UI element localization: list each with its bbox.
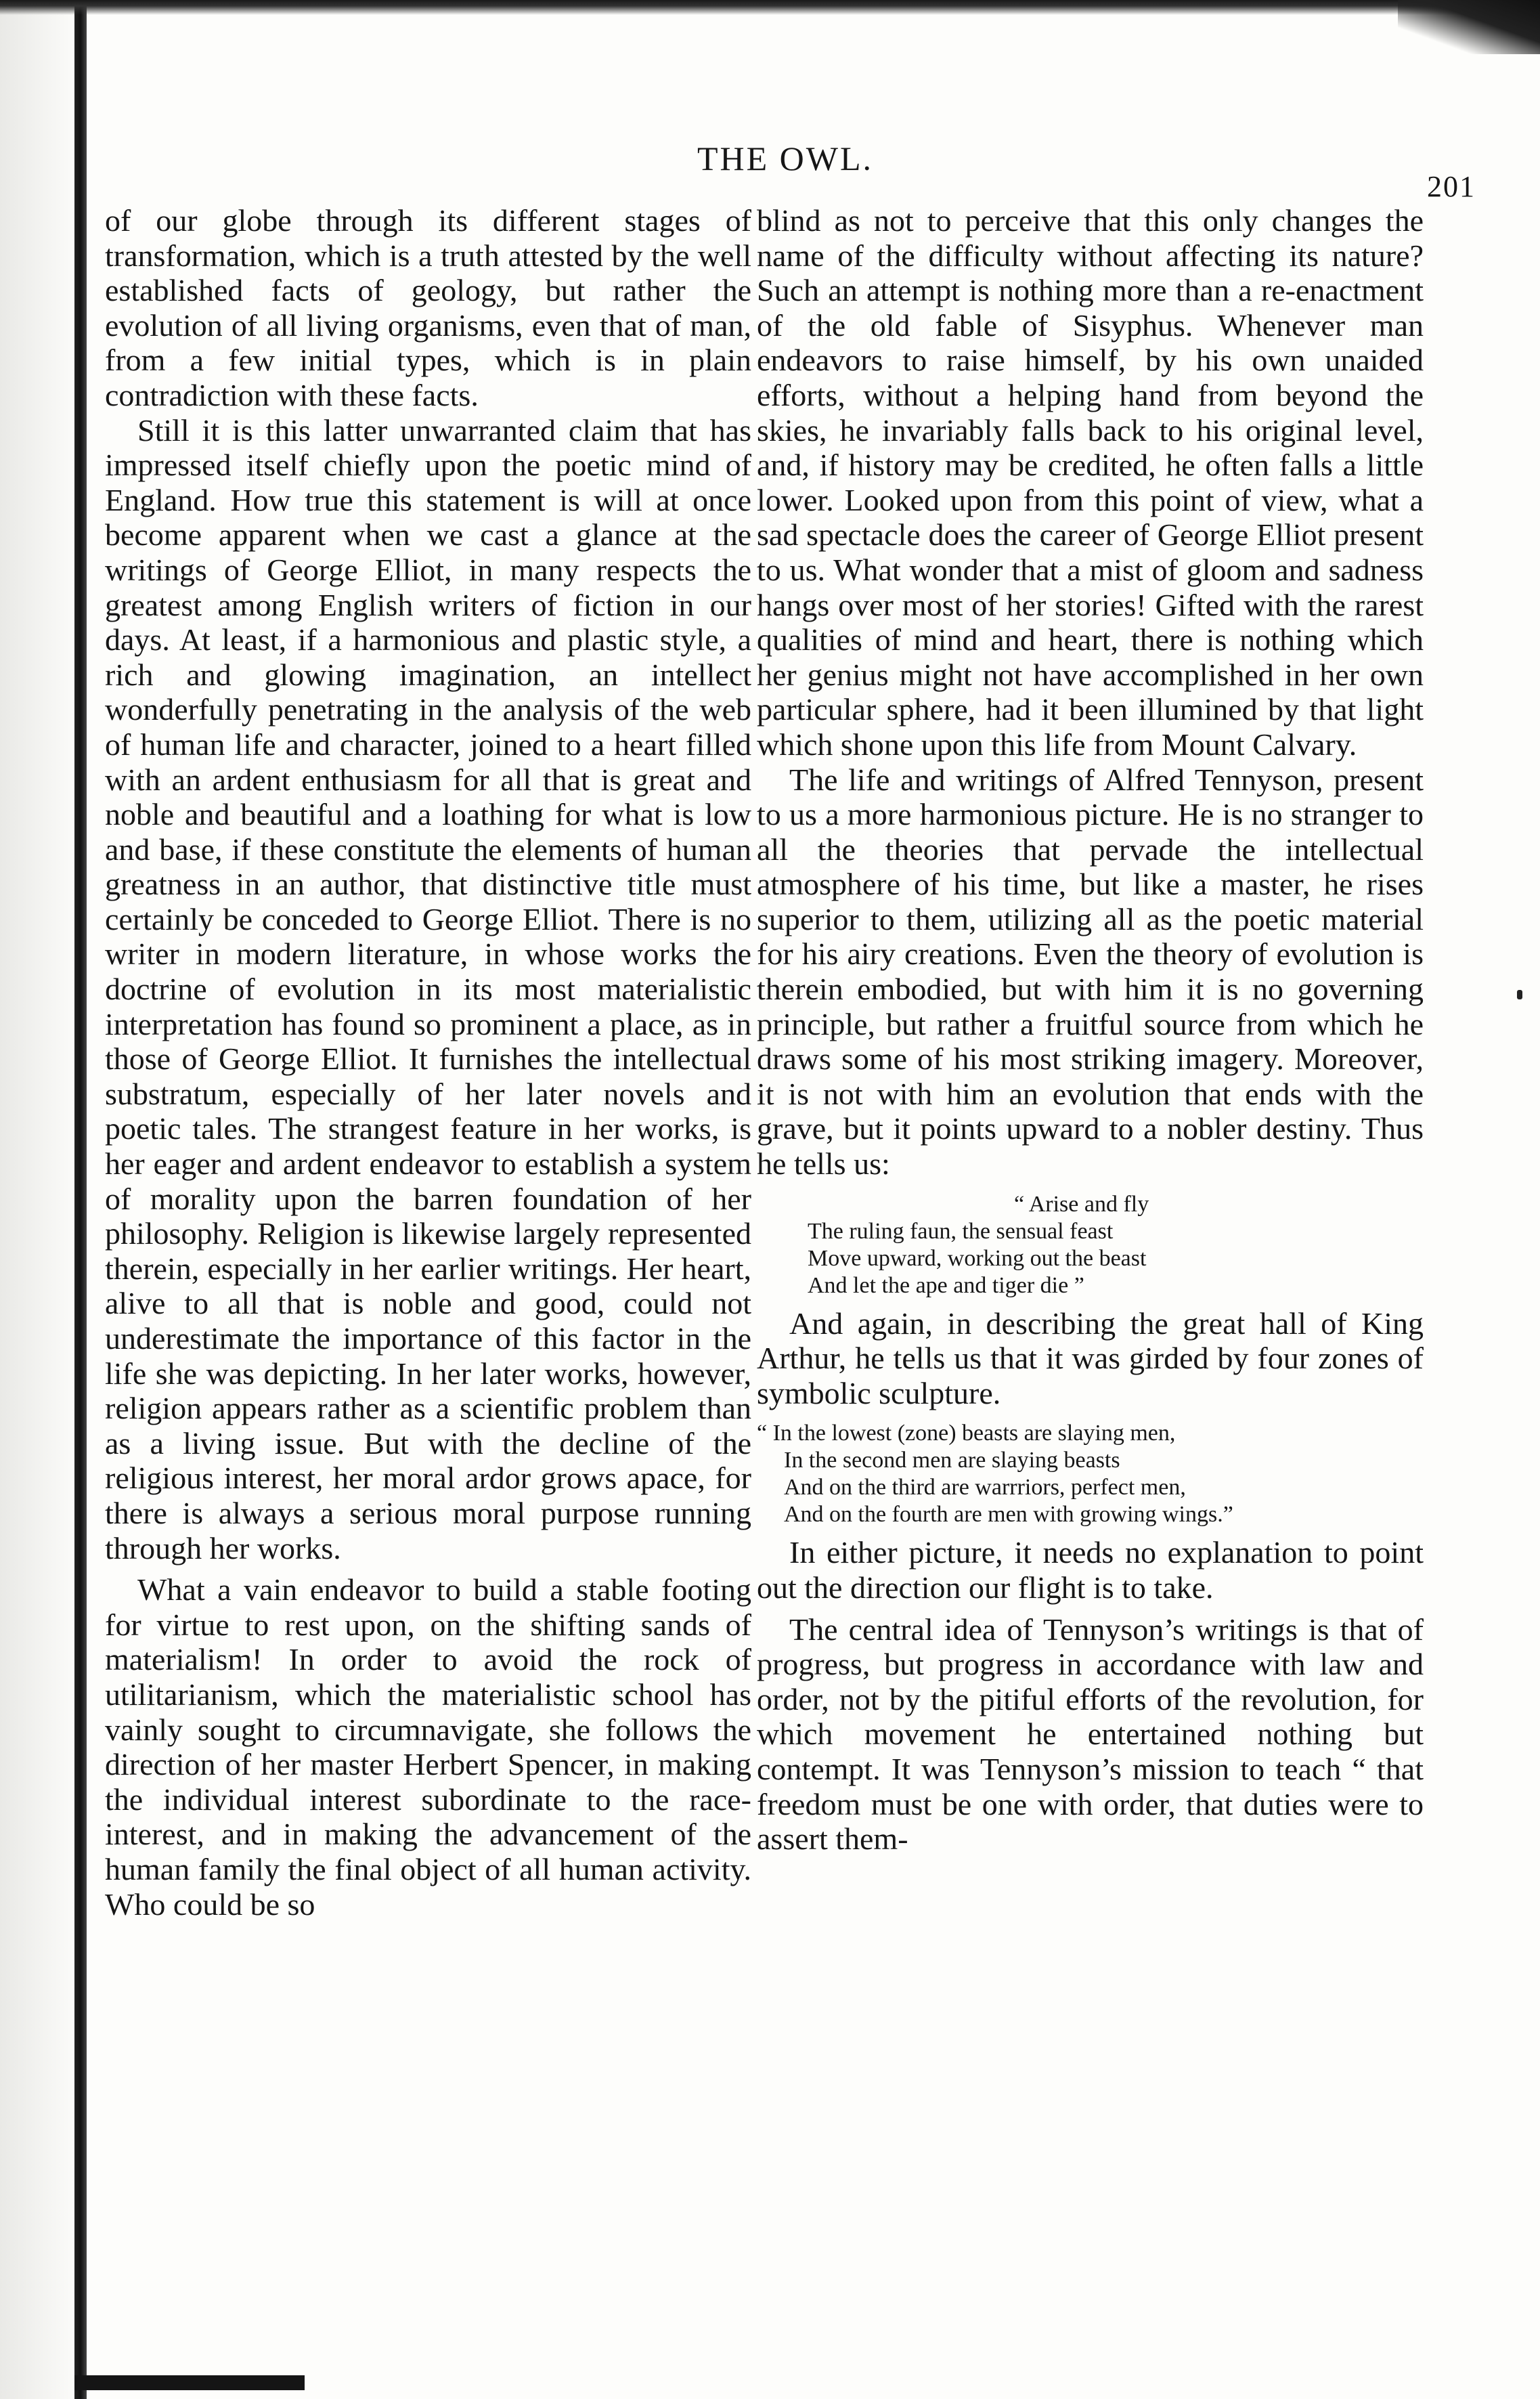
verse-quote xyxy=(757,1191,1424,1299)
paragraph: And again, in describing the great hall of King Arthur, he tells us that it was girded by four zones of symbolic sculpture. xyxy=(757,1305,1424,1410)
paragraph: The central idea of Tennyson’s writings is that of progress, but progress in accordance with law and order, not by the pitiful efforts of the revolution, for which movement he entertained nothing but contempt. It was Tennyson’s mission to teach “ that freedom must be one with order, that duties were to assert them- xyxy=(757,1612,1424,1857)
paragraph: The life and writings of Alfred Tennyson, present to us a more harmonious picture. He is no stranger to all the theories that pervade the intellectual atmosphere of his time, but like a master, he rises superior to them, utilizing all as the poetic material for his airy creations. Even the theory of evolution is therein embodied, but with him it is no governing principle, but rather a fruitful source from which he draws some of his most striking imagery. Moreover, it is not with him an evolution that ends with the grave, but it points upward to a nobler destiny. Thus he tells us: xyxy=(757,762,1424,1182)
left-text-column xyxy=(105,203,751,2343)
running-header-title: THE OWL. xyxy=(697,139,874,177)
paragraph: of our globe through its different stages of transformation, which is a truth attested by the well established facts of geology, but rather the evolution of all living organisms, even that of man, from a few initial types, which is in plain contradiction with these facts. xyxy=(105,203,751,412)
verse-line: “ In the lowest (zone) beasts are slaying men, xyxy=(757,1421,1176,1446)
verse-line: “ Arise and fly xyxy=(1014,1191,1149,1217)
top-scan-edge xyxy=(0,0,1540,15)
verse-line: Move upward, working out the beast xyxy=(808,1245,1147,1271)
corner-scan-shadow xyxy=(1398,0,1540,54)
ink-speck xyxy=(1517,990,1522,999)
bottom-scan-mark xyxy=(74,2375,305,2390)
verse-line: The ruling faun, the sensual feast xyxy=(808,1218,1114,1244)
right-text-column xyxy=(757,203,1424,2343)
verse-line: In the second men are slaying beasts xyxy=(784,1448,1120,1473)
spine-fade xyxy=(0,0,74,2399)
paragraph: What a vain endeavor to build a stable footing for virtue to rest upon, on the shifting sands of materialism! In order to avoid the rock of utilitarianism, which the materialistic school has vainly sought to circumnavigate, she follows the direction of her master Herbert Spencer, in making the individual interest subordinate to the race-interest, and in making the advancement of the human family the final object of all human activity. Who could be so xyxy=(105,1572,751,1922)
verse-line: And on the fourth are men with growing wings.” xyxy=(784,1502,1233,1528)
page-number: 201 xyxy=(1427,170,1476,203)
paragraph: In either picture, it needs no explanation to point out the direction our flight is to take. xyxy=(757,1535,1424,1605)
spine-binding-edge xyxy=(74,0,87,2399)
book-spine-shadow xyxy=(0,0,81,2399)
paragraph: Still it is this latter unwarranted claim that has impressed itself chiefly upon the poetic mind of England. How true this statement is will at once become apparent when we cast a glance at the writings of George Elliot, in many respects the greatest among English writers of fiction in our days. At least, if a harmonious and plastic style, a rich and glowing imagination, an intellect wonderfully penetrating in the analysis of the web of human life and character, joined to a heart filled with an ardent enthusiasm for all that is great and noble and beautiful and a loathing for what is low and base, if these constitute the elements of human greatness in an author, that distinctive title must certainly be conceded to George Elliot. There is no writer in modern literature, in whose works the doctrine of evolution in its most materialistic interpretation has found so prominent a place, as in those of George Elliot. It furnishes the intellectual substratum, especially of her later novels and poetic tales. The strangest feature in her works, is her eager and ardent endeavor to establish a system of morality upon the barren foundation of her philosophy. Religion is likewise largely represented therein, especially in her earlier writings. Her heart, alive to all that is noble and good, could not underestimate the importance of this factor in the life she was depicting. In her later works, however, religion appears rather as a scientific problem than as a living issue. But with the decline of the religious interest, her moral ardor grows apace, for there is always a serious moral purpose running through her works. xyxy=(105,412,751,1565)
verse-line: And let the ape and tiger die ” xyxy=(808,1272,1084,1298)
verse-line: And on the third are warrriors, perfect men, xyxy=(784,1475,1186,1500)
verse-quote xyxy=(757,1420,1424,1528)
paragraph: blind as not to perceive that this only changes the name of the difficulty without affecting its nature? Such an attempt is nothing more than a re-enactment of the old fable of Sisyphus. Whenever man endeavors to raise himself, by his own unaided efforts, without a helping hand from beyond the skies, he invariably falls back to his original level, and, if history may be credited, he often falls a little lower. Looked upon from this point of view, what a sad spectacle does the career of George Elliot present to us. What wonder that a mist of gloom and sadness hangs over most of her stories! Gifted with the rarest qualities of mind and heart, there is nothing which her genius might not have accomplished in her own particular sphere, had it been illumined by that light which shone upon this life from Mount Calvary. xyxy=(757,203,1424,762)
